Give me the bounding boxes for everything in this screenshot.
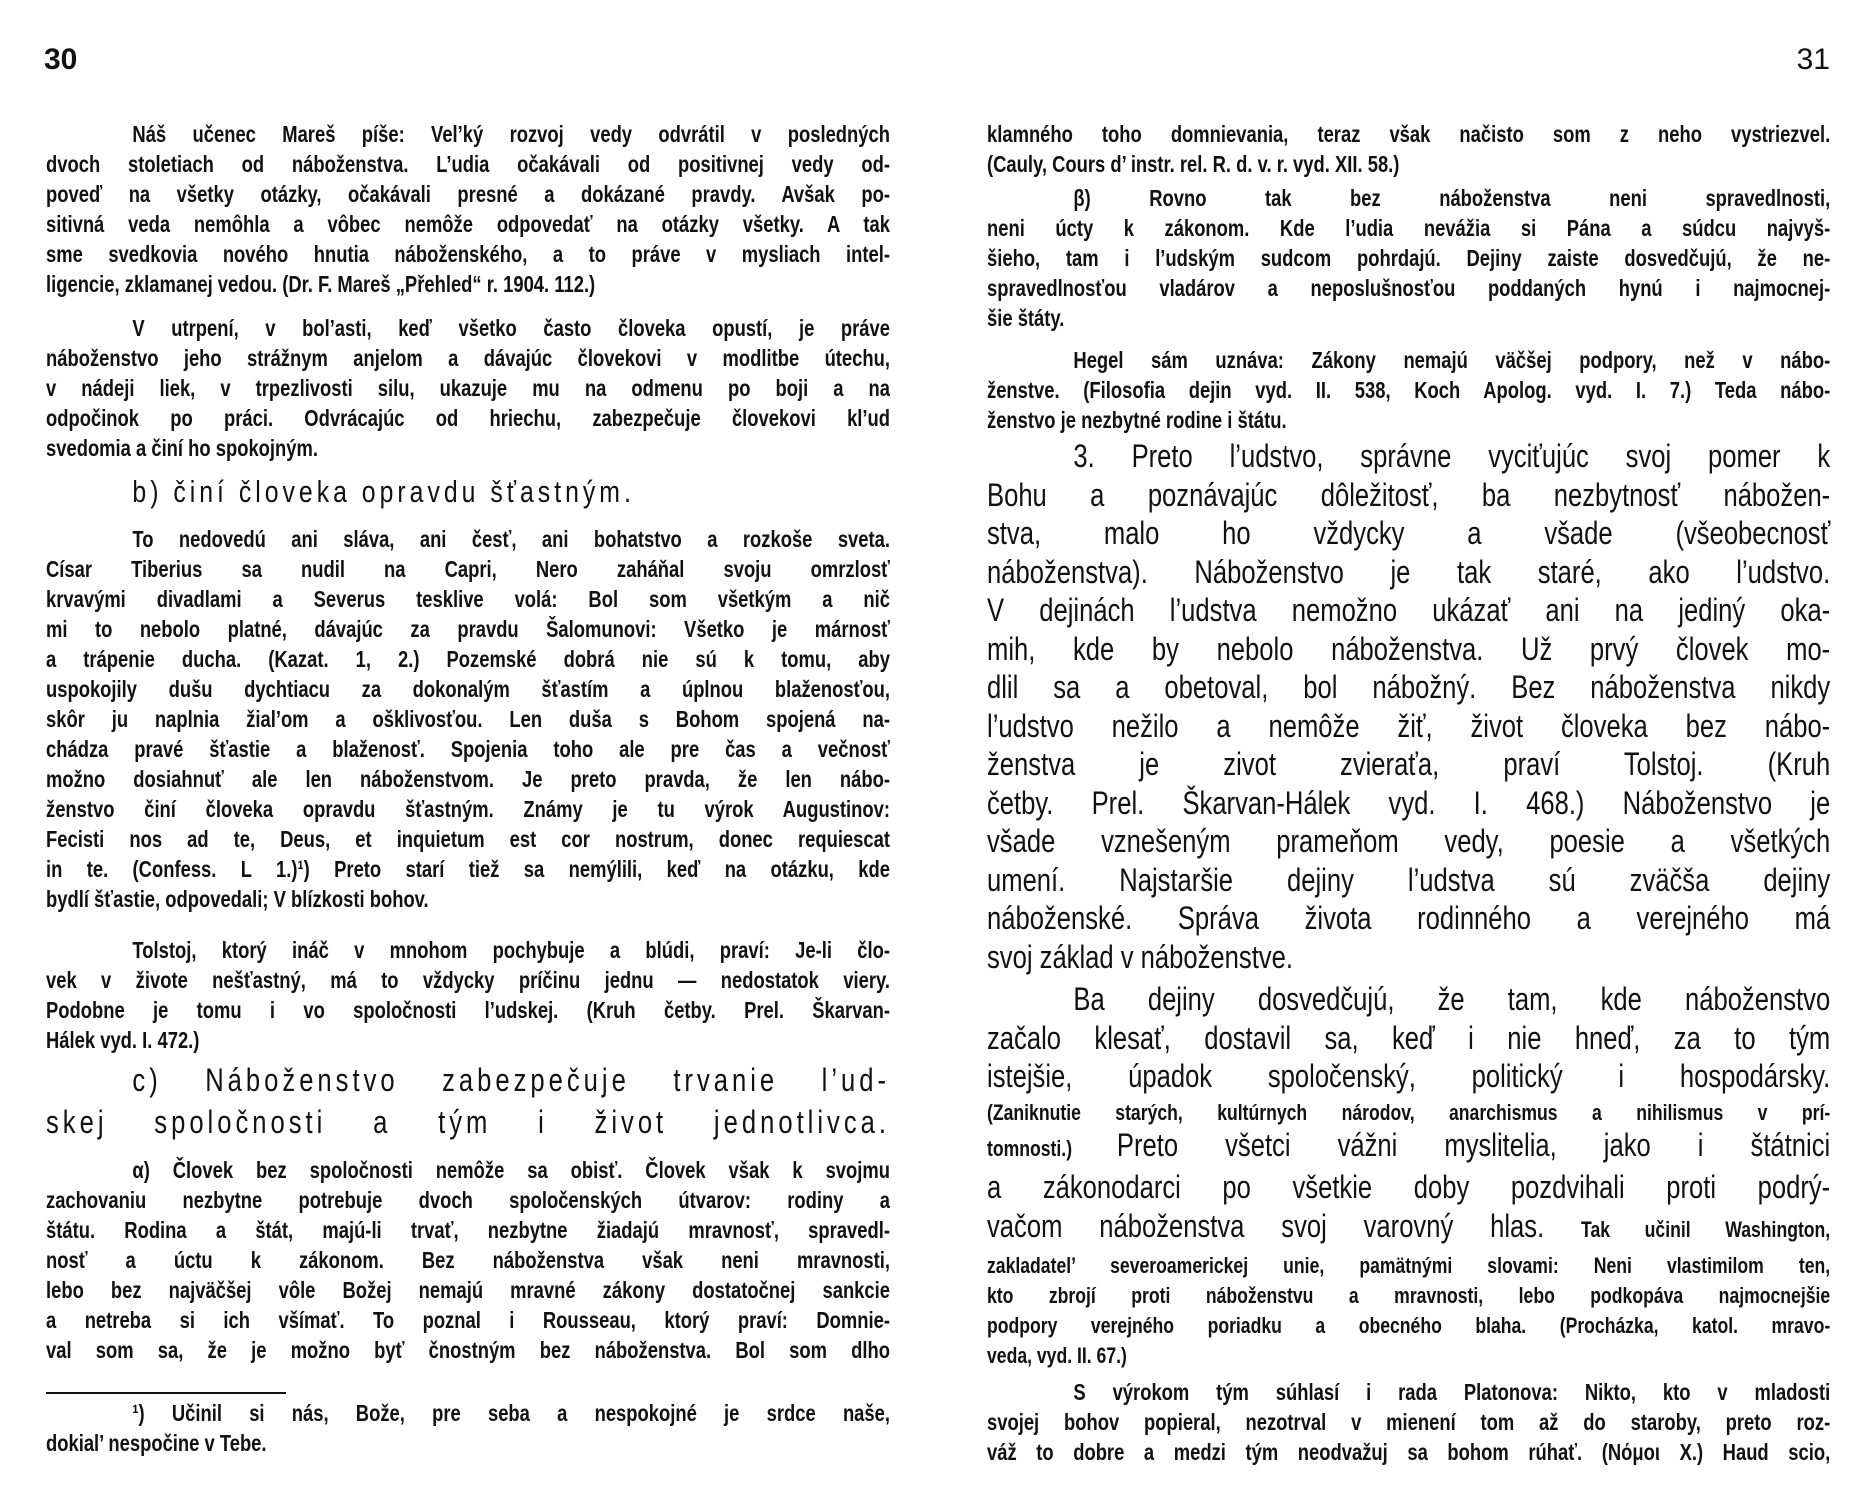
text-line: chádza pravé šťastie a blaženosť. Spojenia toho ale pre čas a večnosť bbox=[46, 736, 890, 762]
text-line: ženstva je zivot zvieraťa, praví Tolstoj. (Kruh bbox=[987, 746, 1831, 782]
text-line: V dejinách l’udstva nemožno ukázať ani na jediný oka- bbox=[987, 592, 1831, 628]
left-page-text-column bbox=[46, 119, 890, 1458]
section-heading bbox=[46, 472, 890, 512]
text-line: b) činí človeka opravdu šťastným. bbox=[132, 474, 635, 509]
text-line: c) Náboženstvo zabezpečuje trvanie l’ud- bbox=[132, 1062, 890, 1098]
text-line: všade vznešeným prameňom vedy, poesie a všetkých bbox=[987, 823, 1831, 859]
text-line: Fecisti nos ad te, Deus, et inquietum est cor nostrum, donec requiescat bbox=[46, 826, 890, 852]
paragraph bbox=[987, 980, 1830, 1096]
text-line: Hegel sám uznáva: Zákony nemajú väčšej podpory, než v nábo- bbox=[1073, 347, 1831, 373]
text-line: skej spoločnosti a tým i život jednotlivca. bbox=[46, 1104, 890, 1140]
text-line: spravedlnosťou vladárov a neposlušnosťou poddaných hynú i najmocnej- bbox=[987, 275, 1831, 301]
text-line: Náš učenec Mareš píše: Vel’ký rozvoj vedy odvrátil v posledných bbox=[132, 121, 890, 147]
text-line: (Zaniknutie starých, kultúrnych národov, anarchismus a nihilismus v prí- bbox=[987, 1099, 1831, 1125]
text-line: lebo bez najväčšej vôle Božej nemajú mravné zákony dostatočnej sankcie bbox=[46, 1277, 890, 1303]
text-line: kto zbrojí proti náboženstvu a mravnosti, lebo podkopáva najmocnejšie bbox=[987, 1283, 1831, 1308]
text-line: a trápenie ducha. (Kazat. 1, 2.) Pozemské dobrá nie sú k tomu, aby bbox=[46, 646, 890, 672]
paragraph bbox=[46, 119, 890, 299]
text-line: odpočinok po práci. Odvrácajúc od hriechu, zabezpečuje človekovi kl’ud bbox=[46, 405, 890, 431]
page-number-left: 30 bbox=[44, 43, 78, 76]
paragraph bbox=[46, 935, 890, 1055]
text-line: neni úcty k zákonom. Kde l’udia nevážia si Pána a súdcu najvyš- bbox=[987, 215, 1831, 241]
text-line: vek v živote nešťastný, má to vždycky príčinu jednu — nedostatok viery. bbox=[46, 967, 890, 993]
text-line: Podobne je tomu i vo spoločnosti l’udskej. (Kruh četby. Prel. Škarvan- bbox=[46, 997, 890, 1023]
text-line: istejšie, úpadok spoločenský, politický i hospodársky. bbox=[987, 1058, 1831, 1094]
section-heading bbox=[46, 1059, 890, 1143]
text-segment: Tak učinil Washington, bbox=[1581, 1216, 1831, 1242]
text-line: stva, malo ho vždycky a všade (všeobecnosť bbox=[987, 515, 1831, 551]
text-line: sitivná veda nemôhla a vôbec nemôže odpovedať na otázky všetky. A tak bbox=[46, 211, 890, 237]
text-line: mih, kde by nebolo náboženstva. Už prvý človek mo- bbox=[987, 630, 1831, 667]
text-segment: tomnosti.) bbox=[987, 1135, 1117, 1161]
text-segment: vačom náboženstva svoj varovný hlas. bbox=[987, 1207, 1582, 1244]
text-line: To nedovedú ani sláva, ani česť, ani bohatstvo a rozkoše sveta. bbox=[132, 526, 890, 552]
right-page-text-column bbox=[987, 119, 1830, 1467]
text-line: Hálek vyd. I. 472.) bbox=[46, 1027, 200, 1053]
paragraph bbox=[987, 1377, 1830, 1467]
divider bbox=[46, 1392, 286, 1394]
text-line: dlil sa a obetoval, bol nábožný. Bez náboženstva nikdy bbox=[987, 669, 1831, 705]
text-line: Bohu a poznávajúc dôležitosť, ba nezbytnosť nábožen- bbox=[987, 476, 1831, 513]
text-line: mi to nebolo platné, dávajúc za pravdu Šalomunovi: Všetko je márnosť bbox=[46, 616, 890, 642]
text-line: šie štáty. bbox=[987, 305, 1065, 331]
text-line: uspokojily dušu dychtiacu za dokonalým šťastím a úplnou blaženosťou, bbox=[46, 676, 890, 702]
text-line: S výrokom tým súhlasí i rada Platonova: Nikto, kto v mladosti bbox=[1073, 1379, 1831, 1405]
paragraph bbox=[987, 437, 1830, 976]
text-line: dokial’ nespočine v Tebe. bbox=[46, 1430, 267, 1456]
paragraph bbox=[987, 1251, 1830, 1371]
text-line: sme svedkovia nového hnutia náboženského, a to práve v mysliach intel- bbox=[46, 241, 890, 267]
text-line: svoj základ v náboženstve. bbox=[987, 938, 1293, 975]
text-line: svojej bohov popieral, nezotrval v mienení tom až do staroby, preto roz- bbox=[987, 1409, 1831, 1435]
text-line: ženstve. (Filosofia dejin vyd. II. 538, Koch Apolog. vyd. I. 7.) Teda nábo- bbox=[987, 377, 1831, 403]
text-line: Císar Tiberius sa nudil na Capri, Nero zaháňal svoju omrzlosť bbox=[46, 556, 890, 582]
text-line: umení. Najstaršie dejiny l’udstva sú zväčša dejiny bbox=[987, 861, 1831, 898]
text-line bbox=[987, 1207, 1830, 1250]
paragraph bbox=[987, 1126, 1830, 1250]
text-line: V utrpení, v bol’asti, keď všetko často človeka opustí, je práve bbox=[132, 315, 890, 341]
page-number-right: 31 bbox=[1796, 43, 1830, 76]
text-line: nosť a úctu k zákonom. Bez náboženstva však neni mravnosti, bbox=[46, 1247, 890, 1273]
text-line: náboženské. Správa života rodinného a verejného má bbox=[987, 900, 1831, 936]
paragraph bbox=[987, 345, 1830, 435]
text-line: Ba dejiny dosvedčujú, že tam, kde náboženstvo bbox=[1073, 981, 1831, 1017]
text-line: začalo klesať, dostavil sa, keď i nie hneď, za to tým bbox=[987, 1019, 1831, 1056]
text-line: klamného toho domnievania, teraz však načisto som z neho vystriezvel. bbox=[987, 121, 1831, 147]
text-line: (Cauly, Cours d’ instr. rel. R. d. v. r. vyd. XII. 58.) bbox=[987, 151, 1400, 177]
text-line: ligencie, zklamanej vedou. (Dr. F. Mareš „Přehled“ r. 1904. 112.) bbox=[46, 271, 596, 297]
text-line: náboženstva). Náboženstvo je tak staré, ako l’udstvo. bbox=[987, 553, 1831, 590]
text-line: veda, vyd. II. 67.) bbox=[987, 1343, 1127, 1368]
text-line: zakladatel’ severoamerickej unie, pamätnými slovami: Neni vlastimilom ten, bbox=[987, 1253, 1831, 1278]
text-line: skôr ju naplnia žial’om a ošklivosťou. Len duša s Bohom spojená na- bbox=[46, 706, 890, 732]
text-line: β) Rovno tak bez náboženstva neni spravedlnosti, bbox=[1073, 185, 1831, 211]
text-line: 3. Preto l’udstvo, správne vyciťujúc svoj pomer k bbox=[1073, 438, 1831, 474]
text-line bbox=[987, 1126, 1830, 1169]
text-line: Tolstoj, ktorý ináč v mnohom pochybuje a blúdi, praví: Je-li člo- bbox=[132, 937, 890, 963]
text-line: a zákonodarci po všetkie doby pozdvihali proti podrý- bbox=[987, 1169, 1831, 1205]
text-line: zachovaniu nezbytne potrebuje dvoch spoločenských útvarov: rodiny a bbox=[46, 1187, 890, 1213]
footnote bbox=[46, 1398, 890, 1458]
text-line: poveď na všetky otázky, očakávali presné a dokázané pravdy. Avšak po- bbox=[46, 181, 890, 207]
text-line: l’udstvo nežilo a nemôže žiť, život človeka bez nábo- bbox=[987, 707, 1831, 744]
paragraph bbox=[46, 313, 890, 463]
paragraph bbox=[987, 119, 1830, 179]
text-line: náboženstvo jeho strážnym anjelom a dávajúc človekovi v modlitbe útechu, bbox=[46, 345, 890, 371]
text-line: in te. (Confess. L 1.)¹) Preto starí tiež sa nemýlili, keď na otázku, kde bbox=[46, 856, 890, 882]
text-segment: Preto všetci vážni myslitelia, jako i štátnici bbox=[1116, 1126, 1831, 1163]
text-line: val som sa, že je možno byť čnostným bez náboženstva. Bol som dlho bbox=[46, 1337, 890, 1363]
text-line: ženstvo je nezbytné rodine i štátu. bbox=[987, 407, 1287, 433]
text-line: ¹) Učinil si nás, Bože, pre seba a nespokojné je srdce naše, bbox=[132, 1400, 890, 1426]
paragraph bbox=[46, 524, 890, 914]
text-line: šieho, tam i l’udským sudcom pohrdajú. Dejiny zaiste dosvedčujú, že ne- bbox=[987, 245, 1831, 271]
paragraph bbox=[987, 183, 1830, 333]
text-line: ženstvo činí človeka opravdu šťastným. Známy je tu výrok Augustinov: bbox=[46, 796, 890, 822]
text-line: bydlí šťastie, odpovedali; V blízkosti bohov. bbox=[46, 886, 429, 912]
text-line: a netreba si ich všímať. To poznal i Rousseau, ktorý praví: Domnie- bbox=[46, 1307, 890, 1333]
paragraph bbox=[987, 1098, 1830, 1128]
text-line: svedomia a činí ho spokojným. bbox=[46, 435, 318, 461]
text-line: četby. Prel. Škarvan-Hálek vyd. I. 468.) Náboženstvo je bbox=[987, 784, 1831, 821]
text-line: krvavými divadlami a Severus tesklive volá: Bol som všetkým a nič bbox=[46, 586, 890, 612]
text-line: štátu. Rodina a štát, majú-li trvať, nezbytne žiadajú mravnosť, spravedl- bbox=[46, 1217, 890, 1243]
text-line: α) Človek bez spoločnosti nemôže sa obisť. Človek však k svojmu bbox=[132, 1157, 890, 1183]
text-line: podpory verejného poriadku a obecného blaha. (Procházka, katol. mravo- bbox=[987, 1313, 1831, 1338]
text-line: možno dosiahnuť ale len náboženstvom. Je preto pravda, že len nábo- bbox=[46, 766, 890, 792]
text-line: váž to dobre a medzi tým neodvažuj sa bohom rúhať. (Νόμοι X.) Haud scio, bbox=[987, 1439, 1831, 1465]
paragraph bbox=[46, 1155, 890, 1365]
footnote-separator bbox=[46, 1392, 890, 1394]
text-line: v nádeji liek, v trpezlivosti silu, ukazuje mu na odmenu po boji a na bbox=[46, 375, 890, 401]
text-line: dvoch stoletiach od náboženstva. L’udia očakávali od positivnej vedy od- bbox=[46, 151, 890, 177]
